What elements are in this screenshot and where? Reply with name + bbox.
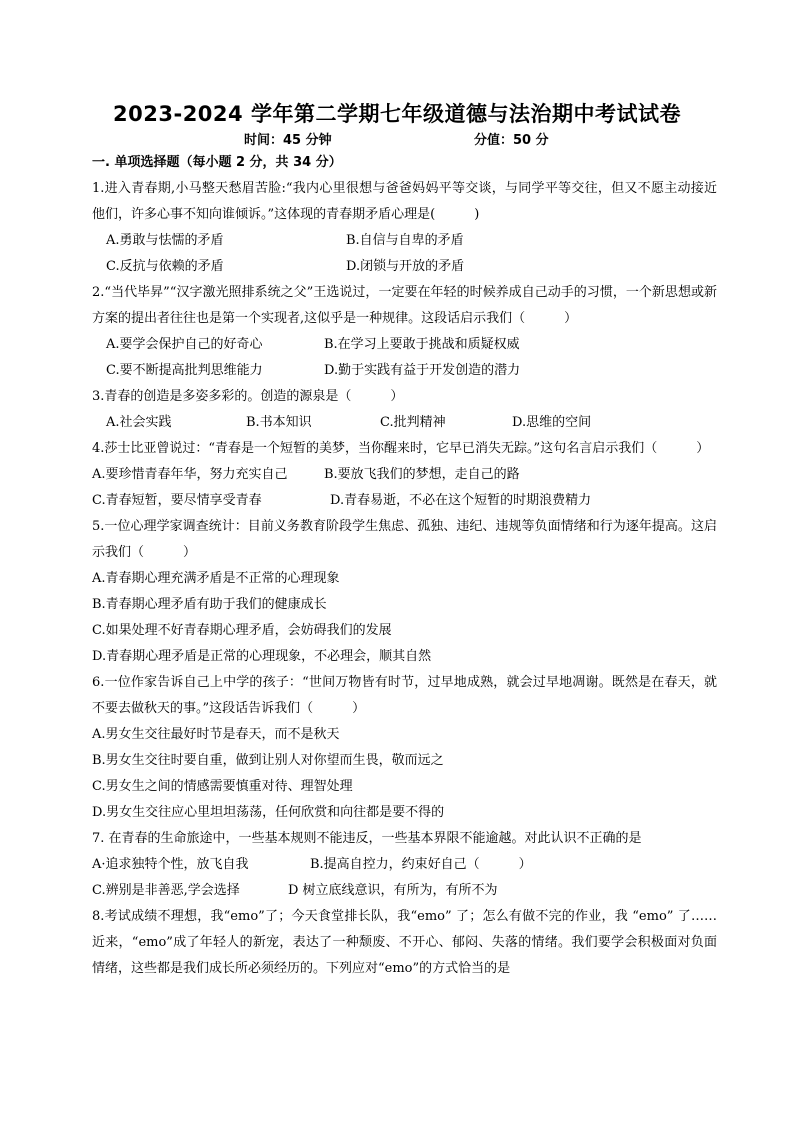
question-6-option-d: D.男女生交往应心里坦坦荡荡，任何欣赏和向往都是要不得的 (92, 805, 445, 820)
question-4-options-row1 (92, 462, 717, 488)
question-4-option-a: A.要珍惜青春年华，努力充实自己 (92, 467, 288, 482)
question-6-option-b: B.男女生交往时要自重，做到让别人对你望而生畏，敬而远之 (92, 753, 444, 768)
question-7-option-b: B.提高自控力，约束好自己（ ） (310, 857, 532, 872)
question-4-option-b: B.要放飞我们的梦想，走自己的路 (324, 467, 520, 482)
question-4-option-d: D.青春易逝，不必在这个短暂的时期浪费精力 (330, 493, 592, 508)
question-7-options-row2 (92, 878, 717, 904)
exam-time: 时间：45 分钟 (244, 133, 332, 148)
question-5-option-b: B.青春期心理矛盾有助于我们的健康成长 (92, 597, 327, 612)
question-2-stem: 2.“当代毕昇”“汉字激光照排系统之父”王选说过，一定要在年轻的时候养成自己动手的习惯，一个新思想或新方案的提出者往往也是第一个实现者,这似乎是一种规律。这段话启示我们（ ） (92, 285, 717, 326)
question-3-options (92, 410, 717, 436)
question-2-options-row1 (92, 332, 717, 358)
question-7-option-d: D 树立底线意识，有所为，有所不为 (288, 883, 498, 898)
question-5-option-a: A.青春期心理充满矛盾是不正常的心理现象 (92, 571, 340, 586)
question-1-options-row2 (92, 254, 717, 280)
question-6-option-a: A.男女生交往最好时节是春天，而不是秋天 (92, 727, 340, 742)
page-title: 2023-2024 学年第二学期七年级道德与法治期中考试试卷 (113, 102, 681, 126)
exam-score: 分值：50 分 (474, 133, 549, 148)
question-4-option-c: C.青春短暂，要尽情享受青春 (92, 493, 262, 508)
question-3-option-d: D.思维的空间 (512, 415, 592, 430)
question-2-option-b: B.在学习上要敢于挑战和质疑权威 (324, 337, 520, 352)
question-1-option-a: A.勇敢与怯懦的矛盾 (106, 233, 224, 248)
question-3-option-b: B.书本知识 (246, 415, 312, 430)
question-5-option-d: D.青春期心理矛盾是正常的心理现象，不必理会，顺其自然 (92, 649, 432, 664)
question-1-options-row1 (92, 228, 717, 254)
question-1-option-c: C.反抗与依赖的矛盾 (106, 259, 224, 274)
question-5-stem: 5.一位心理学家调查统计：目前义务教育阶段学生焦虑、孤独、违纪、违规等负面情绪和行为逐年提高。这启示我们（ ） (92, 519, 717, 560)
question-2-option-d: D.勤于实践有益于开发创造的潜力 (324, 363, 521, 378)
question-1-option-b: B.自信与自卑的矛盾 (346, 233, 464, 248)
exam-content (92, 150, 717, 982)
question-3-option-c: C.批判精神 (380, 415, 446, 430)
question-1-stem: 1.进入青春期,小马整天愁眉苦脸:“我内心里很想与爸爸妈妈平等交谈，与同学平等交往，但又不愿主动接近他们，许多心事不知向谁倾诉。”这体现的青春期矛盾心理是( ) (92, 181, 717, 222)
question-2-options-row2 (92, 358, 717, 384)
question-7-option-c: C.辨别是非善恶,学会选择 (92, 883, 240, 898)
section-heading: 一. 单项选择题（每小题 2 分，共 34 分） (92, 155, 342, 170)
question-2-option-c: C.要不断提高批判思维能力 (106, 363, 263, 378)
question-3-option-a: A.社会实践 (106, 415, 172, 430)
question-2-option-a: A.要学会保护自己的好奇心 (106, 337, 263, 352)
question-7-option-a: A·追求独特个性，放飞自我 (92, 857, 249, 872)
question-6-stem: 6.一位作家告诉自己上中学的孩子：“世间万物皆有时节，过早地成熟，就会过早地凋谢。既然是在春天，就不要去做秋天的事。”这段话告诉我们（ ） (92, 675, 717, 716)
question-7-options-row1 (92, 852, 717, 878)
question-8-stem: 8.考试成绩不理想，我“emo”了；今天食堂排长队，我“emo” 了；怎么有做不完的作业，我 “emo” 了……近来，“emo”成了年轻人的新宠，表达了一种颓废、不开心、郁闷、失落的情绪。我们要学会积极面对负面情绪，这些都是我们成长所必须经历的。下列应对“emo”的方式恰当的是 (92, 909, 717, 976)
question-6-option-c: C.男女生之间的情感需要慎重对待、理智处理 (92, 779, 353, 794)
question-4-options-row2 (92, 488, 717, 514)
question-7-stem: 7. 在青春的生命旅途中，一些基本规则不能违反，一些基本界限不能逾越。对此认识不正确的是 (92, 831, 642, 846)
question-4-stem: 4.莎士比亚曾说过：“青春是一个短暂的美梦，当你醒来时，它早已消失无踪。”这句名言启示我们（ ） (92, 441, 710, 456)
question-1-option-d: D.闭锁与开放的矛盾 (346, 259, 465, 274)
question-5-option-c: C.如果处理不好青春期心理矛盾，会妨碍我们的发展 (92, 623, 392, 638)
question-3-stem: 3.青春的创造是多姿多彩的。创造的源泉是（ ） (92, 389, 404, 404)
